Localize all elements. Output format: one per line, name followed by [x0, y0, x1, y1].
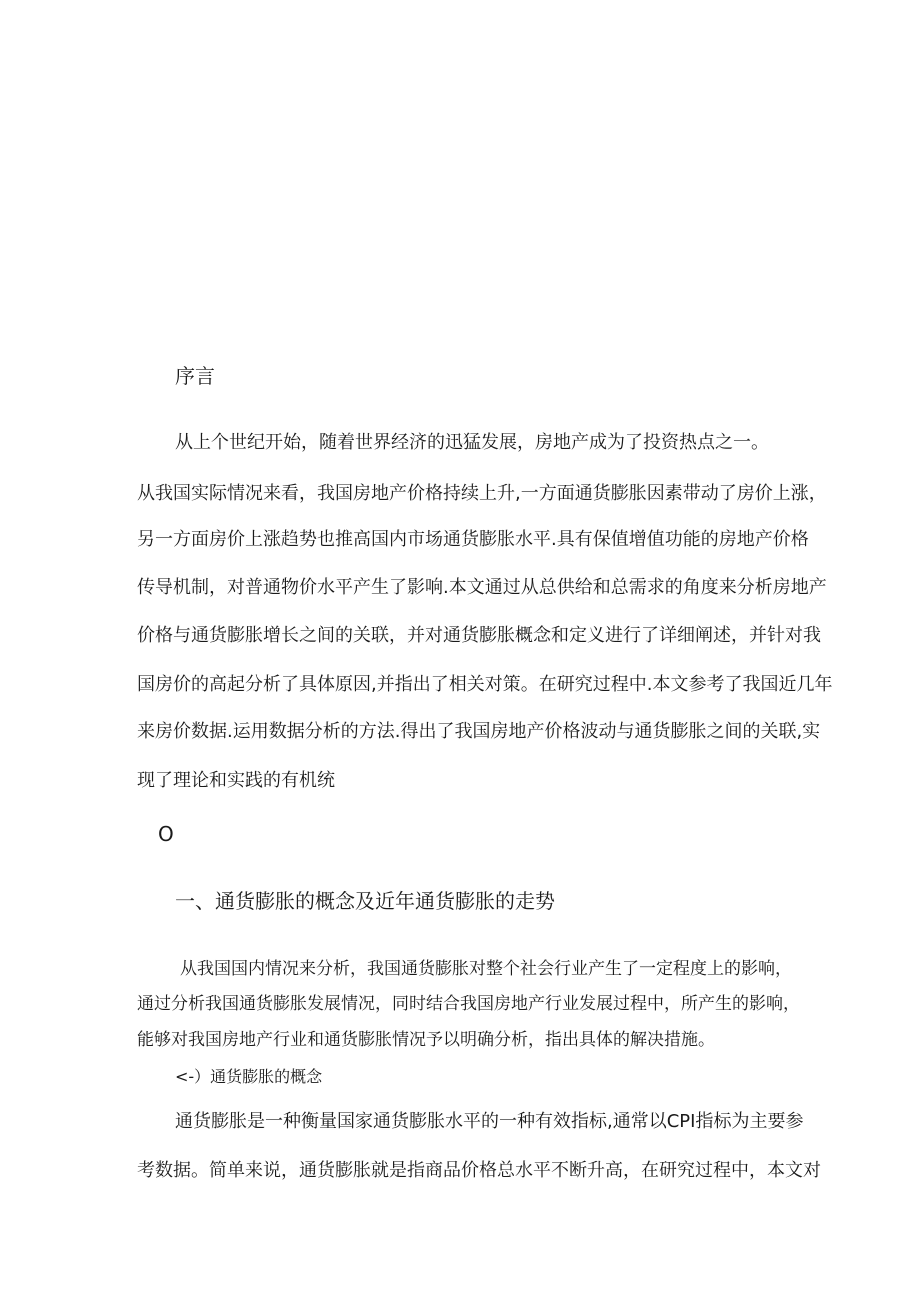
section-paragraph-line: 能够对我国房地产行业和通货膨胀情况予以明确分析，指出具体的解决措施。: [137, 1030, 715, 1050]
preface-paragraph-line: 另一方面房价上涨趋势也推高国内市场通货膨胀水平.具有保值增值功能的房地产价格: [137, 529, 809, 550]
preface-paragraph-line: 从我国实际情况来看，我国房地产价格持续上升,一方面通货膨胀因素带动了房价上涨，: [137, 483, 827, 504]
section-paragraph-line: 从我国国内情况来分析，我国通货膨胀对整个社会行业产生了一定程度上的影响，: [180, 959, 792, 979]
subsection-heading: <-）通货膨胀的概念: [175, 1067, 323, 1086]
preface-paragraph-line: 价格与通货膨胀增长之间的关联，并对通货膨胀概念和定义进行了详细阐述，并针对我: [137, 625, 821, 646]
preface-title: 序言: [175, 364, 215, 388]
subsection-paragraph-line: 通货膨胀是一种衡量国家通货膨胀水平的一种有效指标,通常以CPI指标为主要参: [175, 1111, 804, 1132]
preface-paragraph-line: 传导机制，对普通物价水平产生了影响.本文通过从总供给和总需求的角度来分析房地产: [137, 577, 827, 598]
preface-paragraph-line: 从上个世纪开始，随着世界经济的迅猛发展，房地产成为了投资热点之一。: [175, 432, 769, 453]
section-paragraph-line: 通过分析我国通货膨胀发展情况，同时结合我国房地产行业发展过程中，所产生的影响，: [137, 994, 800, 1014]
preface-paragraph-line: 国房价的高起分析了具体原因,并指出了相关对策。在研究过程中.本文参考了我国近几年: [137, 674, 833, 695]
subsection-paragraph-line: 考数据。简单来说，通货膨胀就是指商品价格总水平不断升高，在研究过程中，本文对: [137, 1160, 821, 1181]
stray-mark: O: [158, 822, 174, 846]
preface-paragraph-line: 现了理论和实践的有机统: [137, 770, 335, 791]
preface-paragraph-line: 来房价数据.运用数据分析的方法.得出了我国房地产价格波动与通货膨胀之间的关联,实: [137, 721, 821, 742]
section-heading: 一、通货膨胀的概念及近年通货膨胀的走势: [175, 889, 555, 913]
